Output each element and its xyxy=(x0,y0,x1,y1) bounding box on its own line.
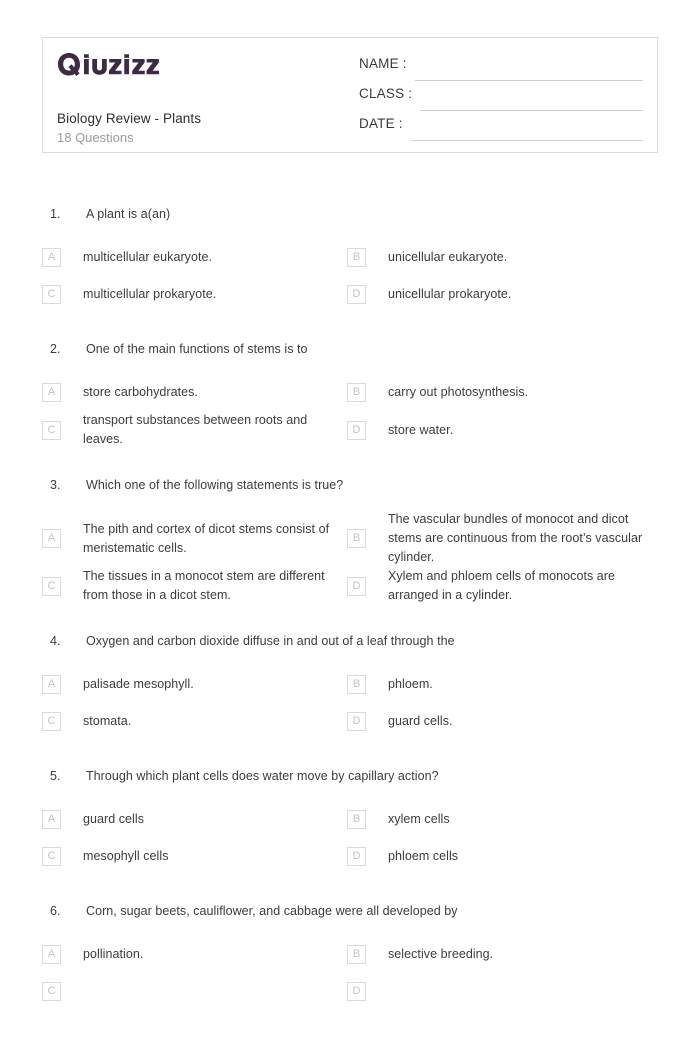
answer-option-text: The vascular bundles of monocot and dicot stems are continuous from the root’s vascular cylinder. xyxy=(388,512,643,564)
question-number: 3. xyxy=(50,478,61,492)
question-block xyxy=(0,632,700,767)
answer-option-text: multicellular prokaryote. xyxy=(83,287,217,301)
answer-option-letter[interactable]: C xyxy=(42,712,61,731)
answer-option[interactable] xyxy=(42,666,347,703)
answer-option[interactable] xyxy=(42,801,347,838)
answer-option[interactable] xyxy=(42,510,347,567)
answer-option-letter[interactable]: C xyxy=(42,285,61,304)
question-text: A plant is a(an) xyxy=(86,207,171,221)
answer-option-letter[interactable]: D xyxy=(347,285,366,304)
question-spacer xyxy=(0,1010,700,1037)
answer-option[interactable] xyxy=(347,276,700,313)
question-heading xyxy=(0,902,700,920)
answer-option-letter[interactable]: D xyxy=(347,982,366,1001)
answer-option[interactable] xyxy=(347,666,700,703)
answer-option-letter[interactable]: A xyxy=(42,675,61,694)
answer-option-letter[interactable]: C xyxy=(42,982,61,1001)
answer-option-text: carry out photosynthesis. xyxy=(388,385,529,399)
name-field-label: NAME : xyxy=(359,56,407,71)
answer-option[interactable] xyxy=(42,973,347,1010)
answer-option[interactable] xyxy=(347,838,700,875)
answer-option-letter[interactable]: A xyxy=(42,529,61,548)
answer-option-text: mesophyll cells xyxy=(83,849,169,863)
date-field-label: DATE : xyxy=(359,116,403,131)
answer-options-grid xyxy=(0,510,700,605)
answer-option[interactable] xyxy=(347,411,700,449)
answer-options-grid xyxy=(0,374,700,449)
class-field-row xyxy=(359,86,643,116)
answer-option[interactable] xyxy=(42,838,347,875)
question-text: One of the main functions of stems is to xyxy=(86,342,308,356)
question-spacer xyxy=(0,875,700,902)
question-count-label: 18 Questions xyxy=(57,130,134,145)
answer-option[interactable] xyxy=(347,567,700,605)
question-heading xyxy=(0,340,700,358)
answer-option-text: The pith and cortex of dicot stems consist of meristematic cells. xyxy=(83,521,330,555)
question-heading xyxy=(0,632,700,650)
answer-option-text: store carbohydrates. xyxy=(83,385,198,399)
answer-option[interactable] xyxy=(42,374,347,411)
question-spacer xyxy=(0,313,700,340)
answer-option[interactable] xyxy=(42,239,347,276)
class-field-input[interactable] xyxy=(420,110,643,111)
answer-option-letter[interactable]: C xyxy=(42,847,61,866)
answer-option-letter[interactable]: B xyxy=(347,383,366,402)
answer-option-letter[interactable]: C xyxy=(42,577,61,596)
answer-option-text: xylem cells xyxy=(388,812,450,826)
answer-option[interactable] xyxy=(42,276,347,313)
student-info-fields xyxy=(348,38,657,152)
worksheet-header-card xyxy=(42,37,658,153)
answer-option-text: transport substances between roots and leaves. xyxy=(83,413,308,446)
question-number: 2. xyxy=(50,342,61,356)
question-block xyxy=(0,902,700,1037)
answer-option-letter[interactable]: D xyxy=(347,712,366,731)
answer-option[interactable] xyxy=(347,936,700,973)
answer-option-letter[interactable]: B xyxy=(347,810,366,829)
class-field-label: CLASS : xyxy=(359,86,413,101)
question-number: 1. xyxy=(50,207,61,221)
answer-option-text: palisade mesophyll. xyxy=(83,677,194,691)
answer-option-text: unicellular prokaryote. xyxy=(388,287,512,301)
answer-option[interactable] xyxy=(42,567,347,605)
answer-option-text: guard cells. xyxy=(388,714,453,728)
question-spacer xyxy=(0,740,700,767)
answer-option-letter[interactable]: A xyxy=(42,248,61,267)
answer-option-text: guard cells xyxy=(83,812,144,826)
answer-option-text: The tissues in a monocot stem are different from those in a dicot stem. xyxy=(83,569,325,602)
question-heading xyxy=(0,205,700,223)
answer-option-letter[interactable]: B xyxy=(347,675,366,694)
answer-option-text: Xylem and phloem cells of monocots are arranged in a cylinder. xyxy=(388,569,616,602)
answer-option-letter[interactable]: B xyxy=(347,529,366,548)
question-spacer xyxy=(0,449,700,476)
answer-option-letter[interactable]: A xyxy=(42,383,61,402)
answer-option-letter[interactable]: A xyxy=(42,810,61,829)
quizizz-logo xyxy=(57,52,348,86)
answer-option[interactable] xyxy=(347,973,700,1010)
question-heading xyxy=(0,767,700,785)
question-spacer xyxy=(0,605,700,632)
answer-option-text: phloem. xyxy=(388,677,433,691)
answer-option[interactable] xyxy=(347,510,700,567)
answer-option-letter[interactable]: C xyxy=(42,421,61,440)
answer-option[interactable] xyxy=(42,703,347,740)
header-left-column xyxy=(43,38,348,152)
answer-option-text: stomata. xyxy=(83,714,132,728)
answer-option-letter[interactable]: A xyxy=(42,945,61,964)
question-number: 5. xyxy=(50,769,61,783)
answer-option-text: store water. xyxy=(388,422,454,437)
answer-option-letter[interactable]: B xyxy=(347,248,366,267)
answer-option-letter[interactable]: D xyxy=(347,421,366,440)
answer-options-grid xyxy=(0,239,700,313)
answer-option[interactable] xyxy=(42,411,347,449)
answer-option[interactable] xyxy=(347,801,700,838)
date-field-row xyxy=(359,116,643,146)
question-text: Which one of the following statements is true? xyxy=(86,478,344,492)
answer-option[interactable] xyxy=(347,703,700,740)
date-field-input[interactable] xyxy=(411,140,643,141)
question-block xyxy=(0,767,700,902)
answer-option-text: phloem cells xyxy=(388,849,459,863)
name-field-row xyxy=(359,56,643,86)
question-text: Oxygen and carbon dioxide diffuse in and out of a leaf through the xyxy=(86,634,455,648)
answer-option-letter[interactable]: D xyxy=(347,847,366,866)
answer-option-text: unicellular eukaryote. xyxy=(388,250,508,264)
answer-option-letter[interactable]: D xyxy=(347,577,366,596)
question-heading xyxy=(0,476,700,494)
answer-option-letter[interactable]: B xyxy=(347,945,366,964)
question-block xyxy=(0,340,700,476)
question-block xyxy=(0,476,700,632)
quiz-title: Biology Review - Plants xyxy=(57,111,202,126)
answer-option-text: pollination. xyxy=(83,947,144,961)
answer-option[interactable] xyxy=(42,936,347,973)
question-number: 6. xyxy=(50,904,61,918)
question-block xyxy=(0,205,700,340)
answer-option[interactable] xyxy=(347,374,700,411)
answer-options-grid xyxy=(0,801,700,875)
answer-options-grid xyxy=(0,666,700,740)
questions-list xyxy=(0,205,700,1037)
question-number: 4. xyxy=(50,634,61,648)
answer-option[interactable] xyxy=(347,239,700,276)
question-text: Through which plant cells does water move by capillary action? xyxy=(86,769,439,783)
name-field-input[interactable] xyxy=(415,80,643,81)
answer-option-text: selective breeding. xyxy=(388,947,494,961)
question-text: Corn, sugar beets, cauliflower, and cabbage were all developed by xyxy=(86,904,458,918)
answer-options-grid xyxy=(0,936,700,1010)
answer-option-text: multicellular eukaryote. xyxy=(83,250,213,264)
